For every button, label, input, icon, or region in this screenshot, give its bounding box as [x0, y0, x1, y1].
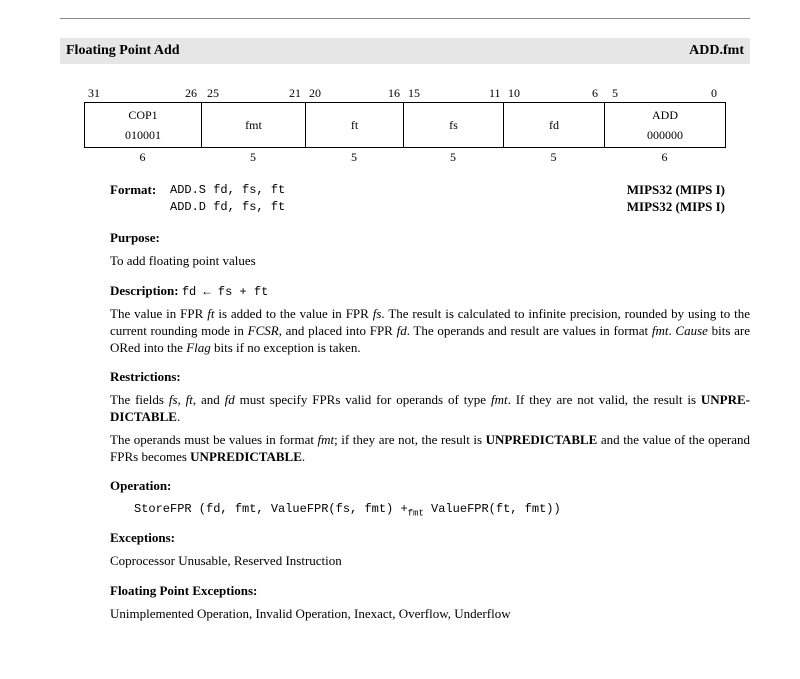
instruction-mnemonic: ADD.fmt: [689, 43, 744, 58]
bit-11: 11: [489, 86, 501, 100]
field-cop1-name: COP1: [128, 108, 158, 122]
purpose-text: To add floating point values: [110, 253, 256, 268]
format-syntax-d: ADD.D fd, fs, ft: [170, 200, 286, 214]
width-cop1: 6: [139, 150, 146, 164]
width-add: 6: [661, 150, 668, 164]
field-add-value: 000000: [647, 128, 683, 142]
bit-25: 25: [207, 86, 219, 100]
width-fd: 5: [550, 150, 557, 164]
format-isa-d: MIPS32 (MIPS I): [626, 199, 725, 214]
bit-10: 10: [508, 86, 520, 100]
bit-5: 5: [612, 86, 618, 100]
top-rule: [60, 18, 750, 19]
description-heading: Description:: [110, 283, 179, 298]
bit-26: 26: [185, 86, 197, 100]
operation-heading: Operation:: [110, 478, 172, 493]
bit-21: 21: [289, 86, 301, 100]
instruction-header: [60, 38, 750, 64]
format-syntax-s: ADD.S fd, fs, ft: [170, 183, 286, 197]
width-ft: 5: [351, 150, 357, 164]
encoding-table: [84, 102, 726, 148]
field-fs: fs: [404, 103, 504, 148]
bit-20: 20: [309, 86, 321, 100]
description-heading-line: [110, 283, 268, 299]
fp-exceptions-heading: Floating Point Exceptions:: [110, 583, 258, 598]
format-label: Format:: [110, 182, 157, 197]
purpose-heading: Purpose:: [110, 230, 160, 245]
field-fd: fd: [504, 103, 605, 148]
exceptions-heading: Exceptions:: [110, 530, 175, 545]
operation-code: StoreFPR (fd, fmt, ValueFPR(fs, $fmt) +_{fmt}$ ValueFPR(ft, fmt)): [134, 502, 561, 519]
field-add-name: ADD: [652, 108, 678, 122]
field-cop1-value: 010001: [125, 128, 161, 142]
width-fs: 5: [450, 150, 456, 164]
field-width-row: [84, 150, 725, 164]
bit-0: 0: [711, 86, 717, 100]
restrictions-heading: Restrictions:: [110, 369, 181, 384]
field-fmt: fmt: [202, 103, 306, 148]
bit-position-row: [0, 86, 800, 100]
bit-31: 31: [88, 86, 100, 100]
field-ft: ft: [306, 103, 404, 148]
description-text: The value in FPR ft is added to the value in FPR fs. The result is calculated to infinite precision, rounded by using to the current rounding mode in FCSR, and placed into FPR fd. The operands and result are values in format fmt. Cause bits are ORed into the Flag bits if no exception is taken.: [110, 306, 751, 355]
restrictions-para-2: The operands must be values in format fmt; if they are not, the result is UNPREDICTABLE and the value of the operand FPRs becomes UNPREDICTABLE.: [110, 432, 750, 464]
description-formula: fd ← fs + ft: [181, 285, 269, 299]
fp-exceptions-text: Unimplemented Operation, Invalid Operation, Inexact, Overflow, Underflow: [110, 606, 511, 621]
bit-16: 16: [388, 86, 400, 100]
width-fmt: 5: [250, 150, 256, 164]
format-isa-s: MIPS32 (MIPS I): [626, 182, 725, 197]
restrictions-para-1: The fields fs, ft, and fd must specify FPRs valid for operands of type fmt. If they are not valid, the result is UNPRE-DICTABLE.: [110, 392, 750, 424]
exceptions-text: Coprocessor Unusable, Reserved Instruction: [110, 553, 342, 568]
instruction-title: Floating Point Add: [66, 43, 180, 58]
field-add: [605, 103, 726, 148]
bit-15: 15: [408, 86, 420, 100]
field-cop1: [85, 103, 202, 148]
bit-6: 6: [592, 86, 598, 100]
